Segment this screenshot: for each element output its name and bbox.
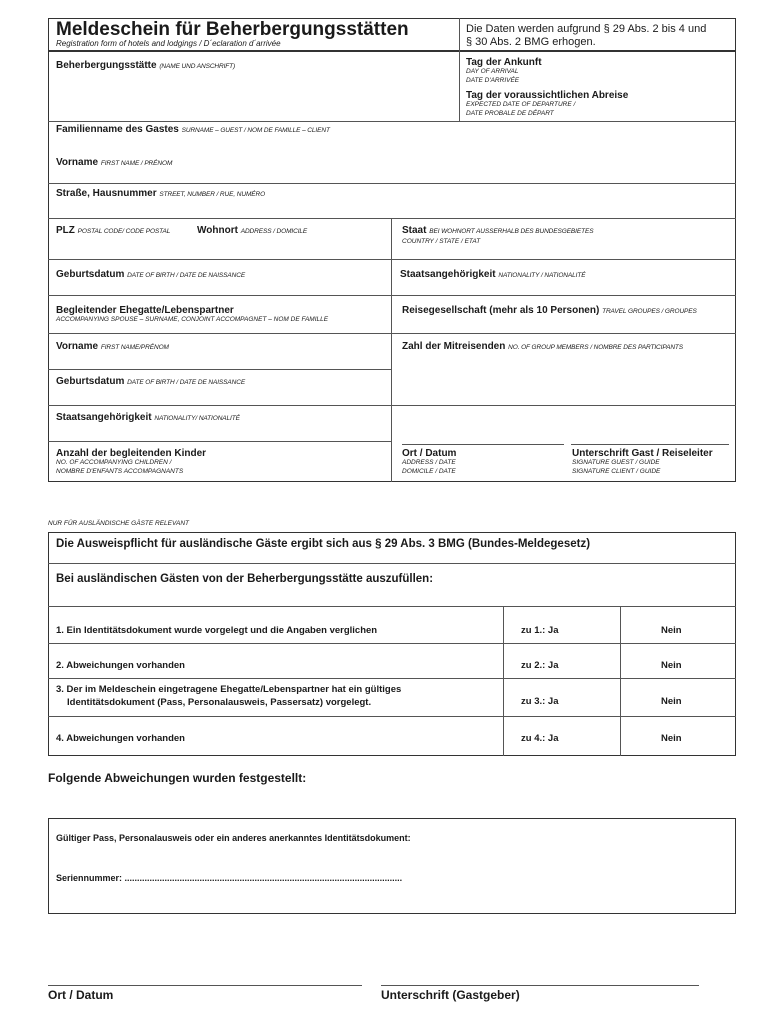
arrival-date-field[interactable]: Tag der Ankunft DAY OF ARRIVAL DATE D'ARRIVÉE	[466, 57, 542, 84]
check-row-2-no[interactable]: Nein	[661, 660, 682, 671]
birthdate-field[interactable]: Geburtsdatum DATE OF BIRTH / DATE DE NAISSANCE	[56, 269, 246, 280]
foreign-guests-note: NUR FÜR AUSLÄNDISCHE GÄSTE RELEVANT	[48, 520, 189, 527]
check-row-1-yes[interactable]: zu 1.: Ja	[521, 625, 559, 636]
foreign-guests-box	[48, 532, 736, 756]
fill-in-instruction: Bei ausländischen Gästen von der Beherbergungsstätte auszufüllen:	[56, 573, 434, 585]
footer-host-signature: Unterschrift (Gastgeber)	[381, 988, 520, 1002]
state-field[interactable]: Staat BEI WOHNORT AUSSERHALB DES BUNDESGEBIETES COUNTRY / STATE / ETAT	[402, 225, 594, 245]
group-members-field[interactable]: Zahl der Mitreisenden NO. OF GROUP MEMBERS / NOMBRE DES PARTICIPANTS	[402, 341, 684, 352]
id-obligation-text: Die Ausweispflicht für ausländische Gäste ergibt sich aus § 29 Abs. 3 BMG (Bundes-Meldegesetz)	[56, 538, 591, 550]
guest-signature-field[interactable]: Unterschrift Gast / Reiseleiter SIGNATURE GUEST / GUIDE SIGNATURE CLIENT / GUIDE	[572, 448, 713, 475]
check-row-3-no[interactable]: Nein	[661, 696, 682, 707]
form-title: Meldeschein für Beherbergungsstätten	[56, 19, 409, 40]
valid-document-label: Gültiger Pass, Personalausweis oder ein anderes anerkanntes Identitätsdokument:	[56, 833, 411, 843]
legal-note: Die Daten werden aufgrund § 29 Abs. 2 bis 4 und § 30 Abs. 2 BMG erhogen.	[466, 23, 707, 48]
travel-group-field[interactable]: Reisegesellschaft (mehr als 10 Personen) TRAVEL GROUPES / GROUPES	[402, 305, 697, 316]
spouse-firstname-field[interactable]: Vorname FIRST NAME/PRÉNOM	[56, 341, 169, 352]
place-date-field[interactable]: Ort / Datum ADDRESS / DATE DOMICILE / DATE	[402, 448, 457, 475]
check-row-3-yes[interactable]: zu 3.: Ja	[521, 696, 559, 707]
departure-date-field[interactable]: Tag der voraussichtlichen Abreise EXPECTED DATE OF DEPARTURE / DATE PROBALE DE DÉPART	[466, 90, 629, 117]
spouse-nationality-field[interactable]: Staatsangehörigkeit NATIONALITY/ NATIONALITÉ	[56, 412, 240, 423]
street-field[interactable]: Straße, Hausnummer STREET, NUMBER / RUE, NUMÉRO	[56, 188, 266, 199]
check-row-2-text: 2. Abweichungen vorhanden	[56, 660, 185, 671]
place-date-line[interactable]	[48, 985, 362, 986]
spouse-field[interactable]: Begleitender Ehegatte/Lebenspartner ACCOMPANYING SPOUSE – SURNAME, CONJOINT ACCOMPAGNET – NOM DE FAMILLE	[56, 305, 329, 323]
children-count-field[interactable]: Anzahl der begleitenden Kinder NO. OF ACCOMPANYING CHILDREN / NOMBRE D'ENFANTS ACCOMPAGNANTS	[56, 448, 207, 475]
residence-field[interactable]: Wohnort ADDRESS / DOMICILE	[197, 225, 308, 236]
check-row-1-no[interactable]: Nein	[661, 625, 682, 636]
surname-field[interactable]: Familienname des Gastes SURNAME – GUEST / NOM DE FAMILLE – CLIENT	[56, 124, 330, 135]
form-subtitle: Registration form of hotels and lodgings / D´eclaration d´arrivée	[56, 39, 281, 48]
check-row-4-no[interactable]: Nein	[661, 733, 682, 744]
establishment-field[interactable]: Beherbergungsstätte (NAME UND ANSCHRIFT)	[56, 60, 236, 71]
check-row-2-yes[interactable]: zu 2.: Ja	[521, 660, 559, 671]
check-row-4-text: 4. Abweichungen vorhanden	[56, 733, 185, 744]
spouse-birthdate-field[interactable]: Geburtsdatum DATE OF BIRTH / DATE DE NAISSANCE	[56, 376, 246, 387]
check-row-4-yes[interactable]: zu 4.: Ja	[521, 733, 559, 744]
nationality-field[interactable]: Staatsangehörigkeit NATIONALITY / NATIONALITÉ	[400, 269, 586, 280]
firstname-field[interactable]: Vorname FIRST NAME / PRÉNOM	[56, 157, 173, 168]
footer-place-date: Ort / Datum	[48, 988, 114, 1002]
serial-number-field[interactable]: Seriennummer: ...............................................................................................................	[56, 873, 403, 883]
host-signature-line[interactable]	[381, 985, 699, 986]
postal-code-field[interactable]: PLZ POSTAL CODE/ CODE POSTAL	[56, 225, 171, 236]
deviations-heading: Folgende Abweichungen wurden festgestellt:	[48, 771, 307, 785]
check-row-3-text: 3. Der im Meldeschein eingetragene Ehegatte/Lebenspartner hat ein gültiges Identitätsdokument (Pass, Personalausweis, Passersatz) vorgelegt.	[56, 684, 402, 708]
check-row-1-text: 1. Ein Identitätsdokument wurde vorgelegt und die Angaben verglichen	[56, 625, 378, 636]
